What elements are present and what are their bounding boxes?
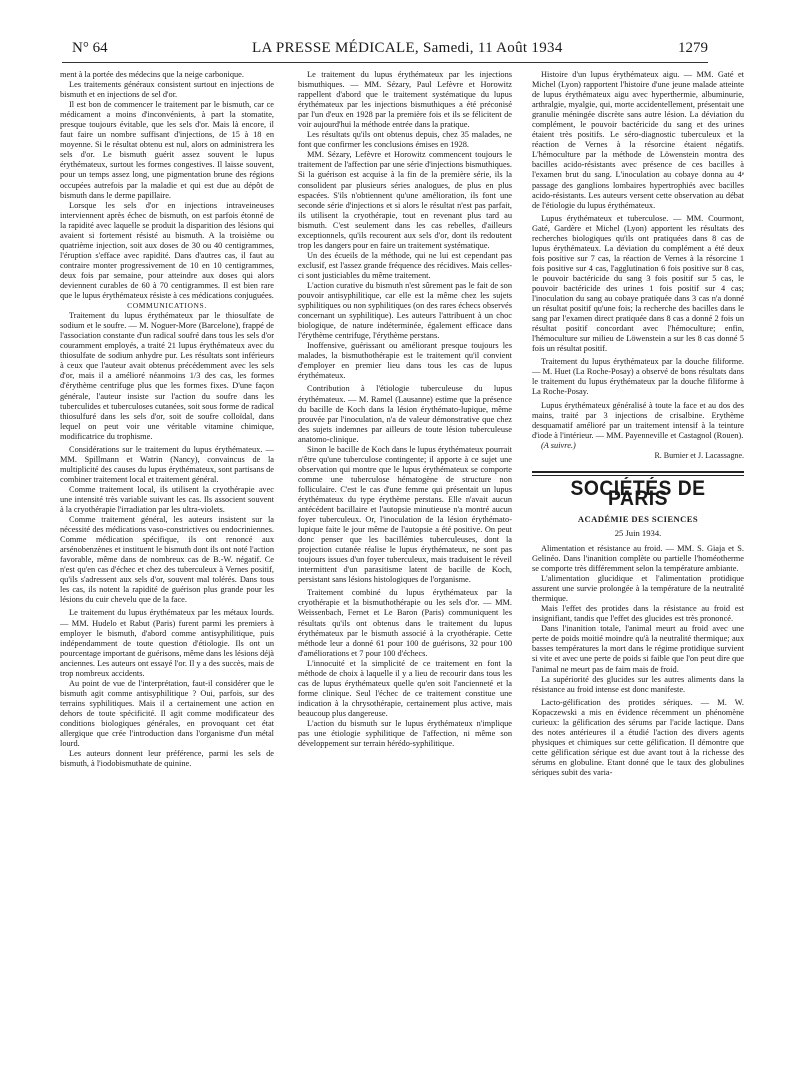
paragraph: Les résultats qu'ils ont obtenus depuis, chez 35 malades, ne font que confirmer les conclusions émises en 1928. — [298, 130, 512, 150]
paragraph: Comme traitement général, les auteurs insistent sur la nécessité des médications vaso-constrictives ou endocriniennes. Comme médication spécifique, ils ont renoncé aux arsénobenzènes et instituent le bismuth dont ils ont noté l'action favorable, même dans de nombreux cas de B.-W. négatif. Ce n'est qu'en cas d'échec et chez des tuberculeux à Vernes positif, qu'ils s'adressent aux sels d'or, souvent mal tolérés. Dans tous les cas, ils notent la rapidité de guérison plus grande pour les lésions du cuir chevelu que de la face. — [60, 515, 274, 605]
paragraph: Au point de vue de l'interprétation, faut-il considérer que le bismuth agit comme antisyphilitique ? Oui, parfois, sur des terrains syphilitiques. Mais il a certainement une action en dehors de toute spécificité. Il agit comme modificateur des conditions biologiques générales, en provoquant cet état allergique que crée l'introduction dans l'organisme d'un métal lourd. — [60, 678, 274, 749]
paragraph: Inoffensive, guérissant ou améliorant presque toujours les malades, la bismuthothérapie est le traitement qu'il convient d'employer en premier lieu dans tous les cas de lupus érythémateux. — [298, 341, 512, 381]
column-2-paragraphs — [298, 70, 512, 749]
column-1-paragraphs — [60, 70, 274, 301]
paragraph: Lacto-gélification des protides sériques. — M. W. Kopaczewski a mis en évidence récemment un phénomène curieux: la gélification des sérums par l'acide lactique. Dans des notes antérieures il a étudié l'action des divers agents physiques et chimiques sur cette gélification. Il démontre que cette gélification sérique est due avant tout à la richesse des sérums en globuline. Etant donné que le taux des globulines sériques subit des varia- — [532, 697, 744, 777]
column-3-paragraphs — [532, 70, 744, 441]
paragraph: MM. Sézary, Lefèvre et Horowitz commencent toujours le traitement de l'affection par une série d'injections bismuthiques. Si la guérison est acquise à la fin de la première série, ils la consolident par plusieurs séries analogues, de plus en plus espacées. S'ils n'obtiennent qu'une amélioration, ils font une seconde série d'injections et si alors le résultat n'est pas parfait, ils utilisent la cryothérapie, tout en revenant plus tard au bismuth. C'est seulement dans les cas rebelles, d'ailleurs exceptionnels, qu'ils recourent aux sels d'or, dont ils redoutent trop les dangers pour en faire un traitement systématique. — [298, 150, 512, 250]
paragraph: L'alimentation glucidique et l'alimentation protidique assurent une survie prolongée à la température de la neutralité thermique. — [532, 574, 744, 604]
paragraph: Il est bon de commencer le traitement par le bismuth, car ce médicament a moins d'inconvénients, à part la stomatite, presque toujours évitable, que les sels d'or. Mais là encore, il faut faire un nombre suffisant d'injections, de 15 à 18 en moyenne. Si le résultat obtenu est nul, alors on administrera les sels d'or. Le bismuth guérit assez souvent le lupus érythémateux, surtout les formes congestives. Il laisse souvent, pour un temps assez long, une pigmentation brune des régions occupées autrefois par la maladie et qui est due au dépôt de bismuth dans le derme papillaire. — [60, 100, 274, 200]
paragraph: Histoire d'un lupus érythémateux aigu. — MM. Gaté et Michel (Lyon) rapportent l'histoire d'une jeune malade atteinte de lupus érythémateux aigu avec hyperthermie, albuminurie, arthralgie, myalgie, qui, morte accidentellement, présentait une granulie méningée discrète sans autre lésion. La déviation du complément, le pouvoir bactéricide du sang et des urines étaient très positifs. Le séro-diagnostic tuberculeux et la réaction de Vernes à la résorcine étaient négatifs. L'hémoculture par la méthode de Löwenstein montra des bacilles acido-résistants avec présence de ces bacilles à l'examen brut du sang. L'inoculation au cobaye donna au 4ᵉ passage des ganglions lombaires hypertrophiés avec bacilles acido-résistants. Les auteurs versent cette observation au débat de l'étiologie du lupus érythémateux. — [532, 70, 744, 210]
paragraph: Lupus érythémateux et tuberculose. — MM. Courmont, Gaté, Gardère et Michel (Lyon) apportent les résultats des recherches biologiques qu'ils ont pratiquées dans 8 cas de lupus érythémateux. La déviation du complément a été deux fois positive sur 7 cas, la réaction de Vernes à la résorcine 1 fois positive sur 4 cas, l'agglutination 6 fois positive sur 8 cas, le pouvoir bactéricide du sang 3 fois positif sur 5 cas, le pouvoir bactéricide des urines 1 fois positif sur 4 cas; l'inoculation du sang au cobaye pratiquée dans 3 cas n'a donné un résultat positif qu'une fois; la recherche des bacilles dans le sang par l'examen direct pratiquée dans 8 cas a donné 2 fois un résultat positif concordant avec l'hémoculture; enfin, l'hémoculture sur milieu de Löwenstein a sur les 8 cas donné 5 fois un résultat positif. — [532, 213, 744, 354]
paragraph: Les auteurs donnent leur préférence, parmi les sels de bismuth, à l'iodobismuthate de quinine. — [60, 749, 274, 769]
column-1-communications — [60, 311, 274, 769]
academie-heading: ACADÉMIE DES SCIENCES — [577, 513, 699, 524]
column-3 — [532, 70, 744, 778]
communications-heading: COMMUNICATIONS. — [127, 301, 207, 311]
paragraph: Considérations sur le traitement du lupus érythémateux. — MM. Spillmann et Watrin (Nancy), convaincus de la multiplicité des causes du lupus érythémateux, sont partisans de combiner traitement local et traitement général. — [60, 444, 274, 484]
issue-number: N° 64 — [72, 40, 108, 56]
column-3-academie-paragraphs — [532, 544, 744, 778]
paragraph: L'action curative du bismuth n'est sûrement pas le fait de son pouvoir antisyphilitique, car elle est la même chez les sujets syphilitiques ou non syphilitiques (on des rares échecs observés concernant un syphilitique). Les auteurs l'attribuent à un choc biologique, de nature indéterminée, également efficace dans l'érythème centrifuge, l'érythème perstans. — [298, 280, 512, 341]
paragraph: Lorsque les sels d'or en injections intraveineuses interviennent après échec de bismuth, on est parfois étonné de la rapidité avec laquelle se produit la disparition des lésions qui avaient si fortement résisté au bismuth. A la troisième ou quatrième injection, soit aux doses de 30 ou 40 centigrammes, l'éruption s'efface avec rapidité. Dans d'autres cas, il faut au contraire monter progressivement de 10 en 10 centigrammes, deux fois par semaine, pour atteindre aux doses qui alors deviennent curables de 60 à 70 centigrammes. Il est bien rare que le lupus érythémateux résiste à ces médications conjuguées. — [60, 200, 274, 301]
authors-signature: R. Burnier et J. Lacassagne. — [654, 450, 744, 460]
paragraph: La supériorité des glucides sur les autres aliments dans la résistance au froid intense est donc manifeste. — [532, 674, 744, 694]
column-1 — [60, 70, 274, 769]
paragraph: Lupus érythémateux généralisé à toute la face et au dos des mains, traité par 3 injections de crisalbine. Erythème desquamatif amélioré par un traitement intensif à la teinture d'iode à l'intérieur. — MM. Payenneville et Castagnol (Rouen). — [532, 400, 744, 440]
column-2 — [298, 70, 512, 749]
paragraph: Mais l'effet des protides dans la résistance au froid est insignifiant, tandis que l'effet des glucides est très prononcé. — [532, 604, 744, 624]
paragraph: Les traitements généraux consistent surtout en injections de bismuth et en injections de sel d'or. — [60, 80, 274, 100]
page-number: 1279 — [678, 40, 708, 56]
paragraph: Sinon le bacille de Koch dans le lupus érythémateux pourrait n'être qu'une tuberculose contingente; il apporte à ce sujet une observation qui montre que le lupus érythémateux se comporte comme une tuberculose hématogène de structure non folliculaire. C'est le cas d'une femme qui présentait un lupus érythémateux du type érythème perstans. Elle n'avait aucun antécédent bacillaire et l'autopsie minutieuse n'a montré aucun foyer tuberculeux. Or, l'inoculation de la lésion érythémato-lupique faite le jour même de l'autopsie a été positive. On peut donc penser que les bacillémies tuberculeuses, dont la projection cutanée réalise le lupus érythémateux, ne sont pas toujours issues d'un foyer tuberculeux, mais traduisent le réveil intermittent d'un parasitisme latent de bacille de Koch, persistant sans lésions histologiques de l'organisme. — [298, 444, 512, 585]
section-rule-bottom — [532, 475, 744, 476]
paragraph: Le traitement du lupus érythémateux par les métaux lourds. — MM. Hudelo et Rabut (Paris) furent parmi les premiers à employer le bismuth, d'abord comme antisyphilitique, puis indépendamment de toute question d'étiologie. Ils ont un pourcentage important de guérisons, même dans les lésions déjà anciennes. Les auteurs ont essayé l'or. Il y a des succès, mais de trop nombreux accidents. — [60, 608, 274, 678]
societes-heading: SOCIÉTÉS DE PARIS — [570, 476, 706, 510]
paragraph: L'innocuité et la simplicité de ce traitement en font la méthode de choix à laquelle il y a lieu de recourir dans tous les cas de lupus érythémateux quelle qu'en soit l'ancienneté et la forme clinique. Seul l'échec de ce traitement constitue une indication à la chrysothérapie, certainement plus active, mais beaucoup plus dangereuse. — [298, 658, 512, 718]
journal-title: LA PRESSE MÉDICALE, Samedi, 11 Août 1934 — [252, 40, 563, 56]
paragraph: Contribution à l'étiologie tuberculeuse du lupus érythémateux. — M. Ramel (Lausanne) estime que la présence du bacille de Koch dans la lésion érythémato-lupique, même prouvée par l'inoculation, n'a de valeur démonstrative que chez des sujets indemnes par ailleurs de toute lésion tuberculeuse anatomo-clinique. — [298, 384, 512, 444]
paragraph: ment à la portée des médecins que la neige carbonique. — [60, 70, 244, 79]
paragraph: Le traitement du lupus érythémateux par les injections bismuthiques. — MM. Sézary, Paul Lefèvre et Horowitz rappellent d'abord que le traitement systématique du lupus érythémateux par les injections bismuthiques a été préconisé par l'un d'eux en 1928 par la première fois et ils se félicitent de voir aujourd'hui la méthode entrée dans la pratique. — [298, 70, 512, 130]
to-be-continued: (A suivre.) — [541, 440, 576, 450]
paragraph: Un des écueils de la méthode, qui ne lui est cependant pas exclusif, est l'assez grande fréquence des récidives. Mais celles-ci sont justiciables du même traitement. — [298, 250, 512, 280]
page-header — [62, 40, 708, 63]
section-rule-top — [532, 471, 744, 473]
paragraph: Alimentation et résistance au froid. — MM. S. Giaja et S. Gelinéo. Dans l'inanition complète ou partielle l'homéotherme se comporte très différemment selon la température ambiante. — [532, 543, 744, 574]
paragraph: Traitement du lupus érythémateux par le thiosulfate de sodium et le soufre. — M. Noguer-More (Barcelone), frappé de l'association constante d'un radical soufré dans tous les sels d'or couramment employés, a traité 21 lupus érythémateux avec du thiosulfate de sodium anhydre pur. Les résultats sont inférieurs à ceux que l'auteur avait obtenus précédemment avec les sels d'or, mais il a amélioré néanmoins 1/3 des cas, les formes d'érythème centrifuge plus que les formes fixes. D'une façon générale, l'auteur insiste sur l'action du soufre dans les tuberculides et tuberculoses cutanées, soit sous forme de radical thiosulfuré dans les sels d'or, soit de soufre colloïdal, dans lequel on peut voir une véritable vitamine chimique, modificatrice du trophisme. — [60, 311, 274, 441]
paragraph: L'action du bismuth sur le lupus érythémateux n'implique pas une étiologie syphilitique de l'affection, ni même son développement sur terrain hérédo-syphilitique. — [298, 719, 512, 749]
academie-date: 25 Juin 1934. — [614, 527, 662, 538]
paragraph: Traitement du lupus érythémateux par la douche filiforme. — M. Huet (La Roche-Posay) a observé de bons résultats dans le traitement du lupus érythémateux par la douche filiforme à La Roche-Posay. — [532, 357, 744, 397]
paragraph: Dans l'inanition totale, l'animal meurt au froid avec une perte de poids moitié moindre qu'à la neutralité thermique; aux basses températures la mort dans le régime protidique survient si vite et avec une perte de poids si faible que l'on peut dire que l'animal ne meurt pas de faim mais de froid. — [532, 624, 744, 674]
paragraph: Comme traitement local, ils utilisent la cryothérapie avec une intensité très variable suivant les cas. Ils associent souvent à la cryothérapie l'irradiation par les ultra-violets. — [60, 484, 274, 515]
paragraph: Traitement combiné du lupus érythémateux par la cryothérapie et la bismuthothérapie ou les sels d'or. — MM. Weissenbach, Fernet et Le Baron (Paris) communiquent les résultats qu'ils ont obtenus dans le traitement du lupus érythémateux par le bismuth associé à la cryothérapie. Cette méthode leur a donné 61 pour 100 de guérisons, 32 pour 100 d'améliorations et 7 pour 100 d'échecs. — [298, 588, 512, 658]
